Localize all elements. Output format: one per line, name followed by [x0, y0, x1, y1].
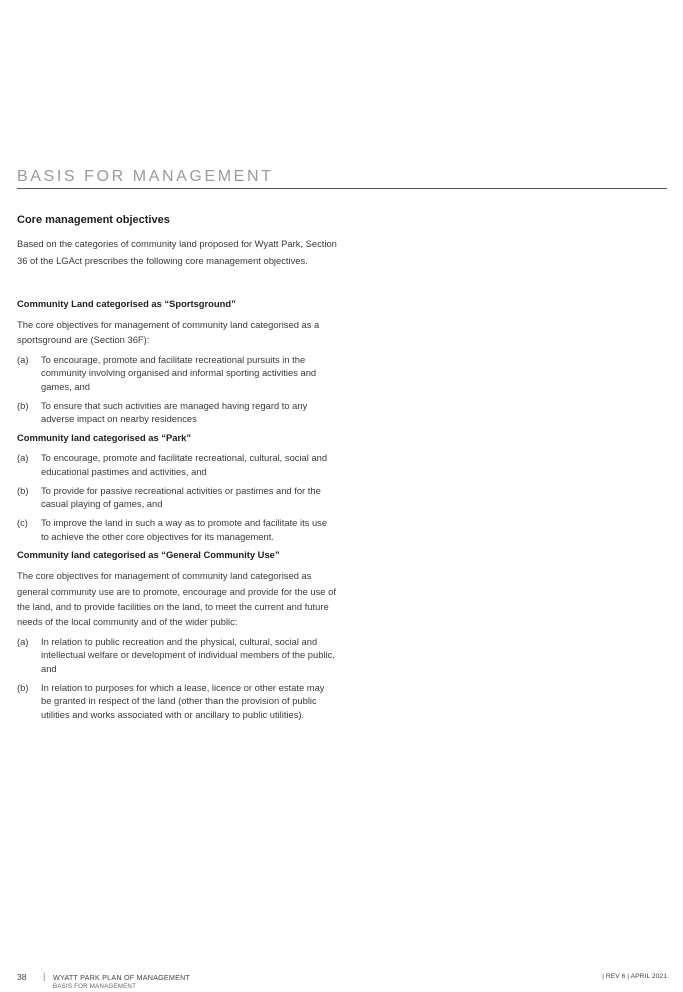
section-title: BASIS FOR MANAGEMENT: [17, 168, 274, 185]
list-marker: (a): [17, 452, 29, 464]
list-marker: (a): [17, 635, 29, 647]
page-footer: [17, 972, 667, 992]
general-community-use-lead: The core objectives for management of community land categorised as general community use are to promote, encourage and provide for the use of the land, and to provide facilities on the land, to meet the current and future needs of the local community and of the wider public:: [17, 570, 336, 628]
list-text: To ensure that such activities are managed having regard to any adverse impact on nearby residences: [41, 399, 308, 425]
list-text: In relation to purposes for which a lease, licence or other estate may be granted in respect of the land (other than the provision of public utilities and works associated with or ancillary to public utilities).: [41, 681, 325, 721]
list-marker: (b): [17, 399, 29, 411]
list-text: To provide for passive recreational activities or pastimes and for the casual playing of games, and: [41, 484, 321, 510]
list-marker: (b): [17, 484, 29, 496]
revision-info: | REV 6 | APRIL 2021: [602, 973, 667, 980]
list-item: [17, 516, 337, 543]
main-content: [17, 214, 337, 728]
list-item: [17, 451, 337, 478]
list-text: In relation to public recreation and the physical, cultural, social and intellectual welfare or development of individual members of the public, and: [41, 635, 335, 674]
general-community-use-list: [17, 635, 337, 722]
list-marker: (a): [17, 353, 29, 365]
list-item: [17, 484, 337, 511]
list-item: [17, 353, 337, 394]
list-marker: (c): [17, 516, 28, 528]
page-number: 38: [17, 972, 27, 982]
park-list: [17, 451, 337, 543]
park-heading: Community land categorised as “Park”: [17, 432, 192, 444]
section-divider: [17, 188, 667, 189]
list-item: [17, 635, 337, 676]
document-title: WYATT PARK PLAN OF MANAGEMENT: [53, 973, 191, 982]
core-objectives-intro: Based on the categories of community land proposed for Wyatt Park, Section 36 of the LGAct prescribes the following core management objectives.: [17, 238, 337, 266]
footer-divider: |: [43, 971, 46, 981]
core-objectives-heading: Core management objectives: [17, 214, 170, 226]
sportsground-heading: Community Land categorised as “Sportsground”: [17, 298, 236, 309]
list-marker: (b): [17, 681, 29, 693]
list-text: To improve the land in such a way as to promote and facilitate its use to achieve the other core objectives for its management.: [41, 516, 328, 542]
footer-section-name: BASIS FOR MANAGEMENT: [53, 983, 137, 990]
sportsground-lead: The core objectives for management of community land categorised as a sportsground are (Section 36F):: [17, 319, 320, 346]
sportsground-list: [17, 353, 337, 427]
list-text: To encourage, promote and facilitate recreational pursuits in the community involving organised and informal sporting activities and games, and: [41, 353, 317, 392]
list-item: [17, 681, 337, 722]
list-text: To encourage, promote and facilitate recreational, cultural, social and educational pastimes and activities, and: [41, 452, 328, 477]
general-community-use-heading: Community land categorised as “General Community Use”: [17, 549, 280, 561]
list-item: [17, 399, 337, 426]
